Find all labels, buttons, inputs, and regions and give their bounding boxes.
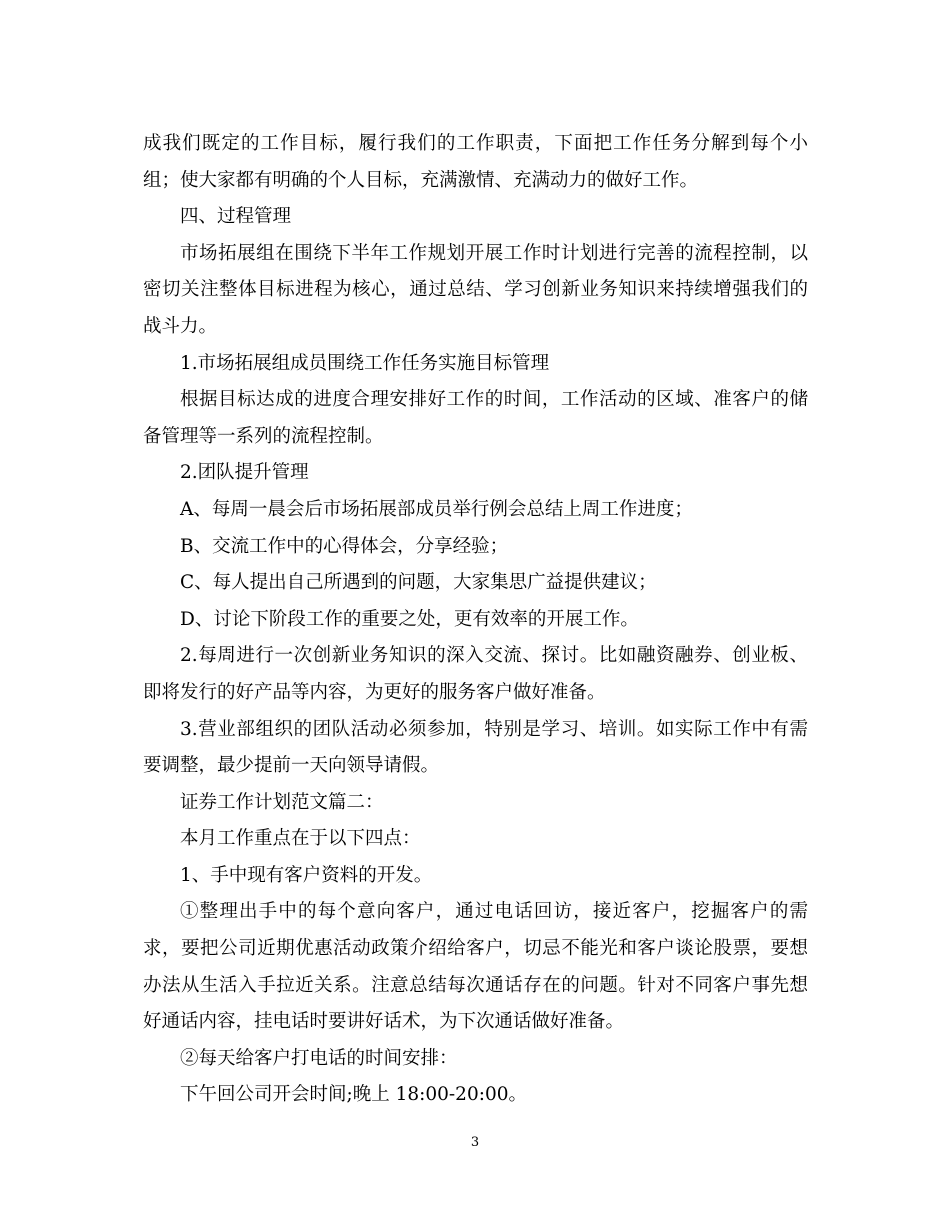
paragraph-process-control: 市场拓展组在围绕下半年工作规划开展工作时计划进行完善的流程控制，以密切关注整体目标进程为核心，通过总结、学习创新业务知识来持续增强我们的战斗力。 [143, 242, 808, 337]
list-item-a: A、每周一晨会后市场拓展部成员举行例会总结上周工作进度； [180, 498, 693, 520]
section-heading-sample-two: 证券工作计划范文篇二： [180, 791, 384, 813]
list-item-c: C、每人提出自己所遇到的问题，大家集思广益提供建议； [180, 572, 657, 594]
item-team-activities: 3.营业部组织的团队活动必须参加，特别是学习、培训。如实际工作中有需要调整，最少提前一天向领导请假。 [143, 718, 808, 777]
paragraph-client-followup: ①整理出手中的每个意向客户，通过电话回访，接近客户，挖掘客户的需求，要把公司近期优惠活动政策介绍给客户，切忌不能光和客户谈论股票，要想办法从生活入手拉近关系。注意总结每次通话存在的问题。针对不同客户事先想好通话内容，挂电话时要讲好话术，为下次通话做好准备。 [143, 901, 808, 1033]
document-body [143, 126, 808, 1114]
paragraph-continuation: 成我们既定的工作目标，履行我们的工作职责，下面把工作任务分解到每个小组；使大家都有明确的个人目标，充满激情、充满动力的做好工作。 [143, 133, 808, 191]
item-call-schedule: ②每天给客户打电话的时间安排： [180, 1047, 458, 1069]
item-existing-clients: 1、手中现有客户资料的开发。 [180, 864, 433, 886]
item-weekly-exchange: 2.每周进行一次创新业务知识的深入交流、探讨。比如融资融券、创业板、即将发行的好产品等内容，为更好的服务客户做好准备。 [143, 645, 808, 703]
paragraph-monthly-focus: 本月工作重点在于以下四点： [180, 828, 421, 850]
list-item-d: D、讨论下阶段工作的重要之处，更有效率的开展工作。 [180, 608, 639, 630]
paragraph-schedule: 根据目标达成的进度合理安排好工作的时间，工作活动的区域、准客户的储备管理等一系列的流程控制。 [143, 389, 808, 447]
section-heading-process-management: 四、过程管理 [180, 206, 292, 228]
item-target-management: 1.市场拓展组成员围绕工作任务实施目标管理 [180, 352, 550, 374]
paragraph-call-times: 下午回公司开会时间;晚上 18:00-20:00。 [180, 1084, 527, 1106]
page-number: 3 [470, 1135, 480, 1150]
list-item-b: B、交流工作中的心得体会，分享经验； [180, 535, 509, 557]
item-team-improvement: 2.团队提升管理 [180, 462, 309, 484]
